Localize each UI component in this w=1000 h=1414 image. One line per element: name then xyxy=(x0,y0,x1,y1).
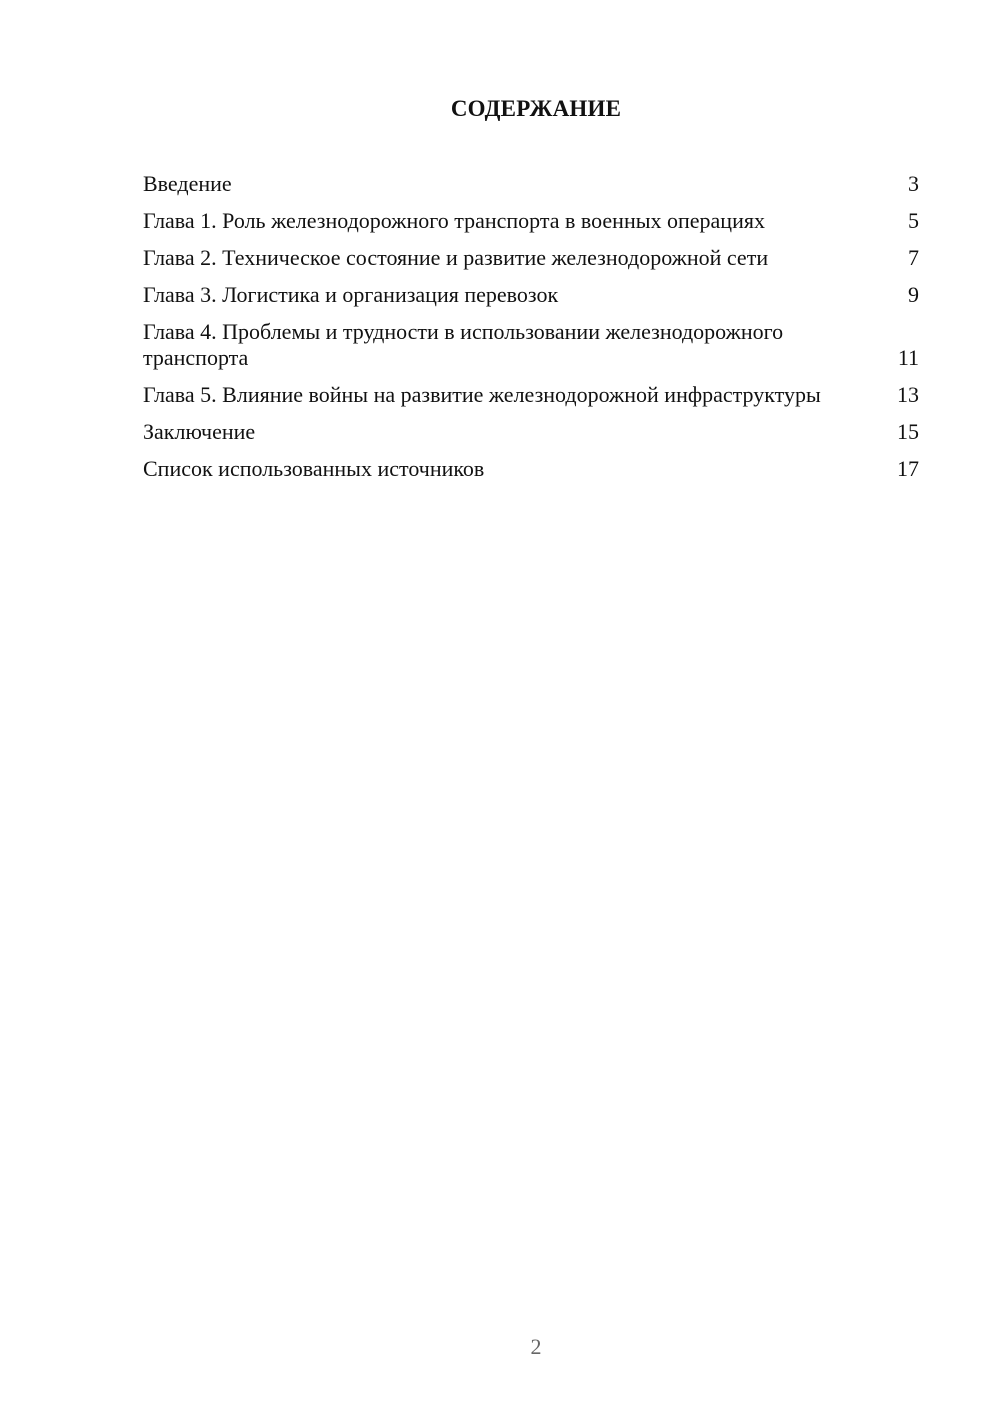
toc-entry-chapter-5[interactable] xyxy=(143,382,919,408)
toc-entry-chapter-4[interactable] xyxy=(143,319,919,371)
page-number: 2 xyxy=(530,1334,542,1359)
toc-entry-page: 13 xyxy=(897,382,919,407)
toc-entry-chapter-1[interactable] xyxy=(143,208,919,234)
toc-entry-title: Глава 5. Влияние войны на развитие железнодорожной инфраструктуры xyxy=(143,382,821,407)
toc-entry-page: 5 xyxy=(908,208,919,233)
toc-entry-page: 9 xyxy=(908,282,919,307)
toc-entry-page: 11 xyxy=(897,345,919,370)
toc-entry-title: Глава 3. Логистика и организация перевозок xyxy=(143,282,559,307)
toc-entry-page: 15 xyxy=(897,419,919,444)
toc-entry-page: 3 xyxy=(908,171,919,196)
table-of-contents xyxy=(143,171,919,493)
toc-entry-title: Список использованных источников xyxy=(143,456,485,481)
toc-entry-title: Глава 1. Роль железнодорожного транспорта в военных операциях xyxy=(143,208,765,233)
page-title: СОДЕРЖАНИЕ xyxy=(450,96,622,121)
toc-entry-title: Глава 4. Проблемы и трудности в использовании железнодорожного транспорта xyxy=(143,319,784,370)
toc-entry-title: Глава 2. Техническое состояние и развитие железнодорожной сети xyxy=(143,245,769,270)
toc-entry-references[interactable] xyxy=(143,456,919,482)
toc-entry-chapter-3[interactable] xyxy=(143,282,919,308)
toc-entry-conclusion[interactable] xyxy=(143,419,919,445)
toc-entry-title: Введение xyxy=(143,171,232,196)
toc-entry-page: 7 xyxy=(908,245,919,270)
toc-entry-page: 17 xyxy=(897,456,919,481)
toc-entry-introduction[interactable] xyxy=(143,171,919,197)
toc-entry-title: Заключение xyxy=(143,419,256,444)
toc-entry-chapter-2[interactable] xyxy=(143,245,919,271)
